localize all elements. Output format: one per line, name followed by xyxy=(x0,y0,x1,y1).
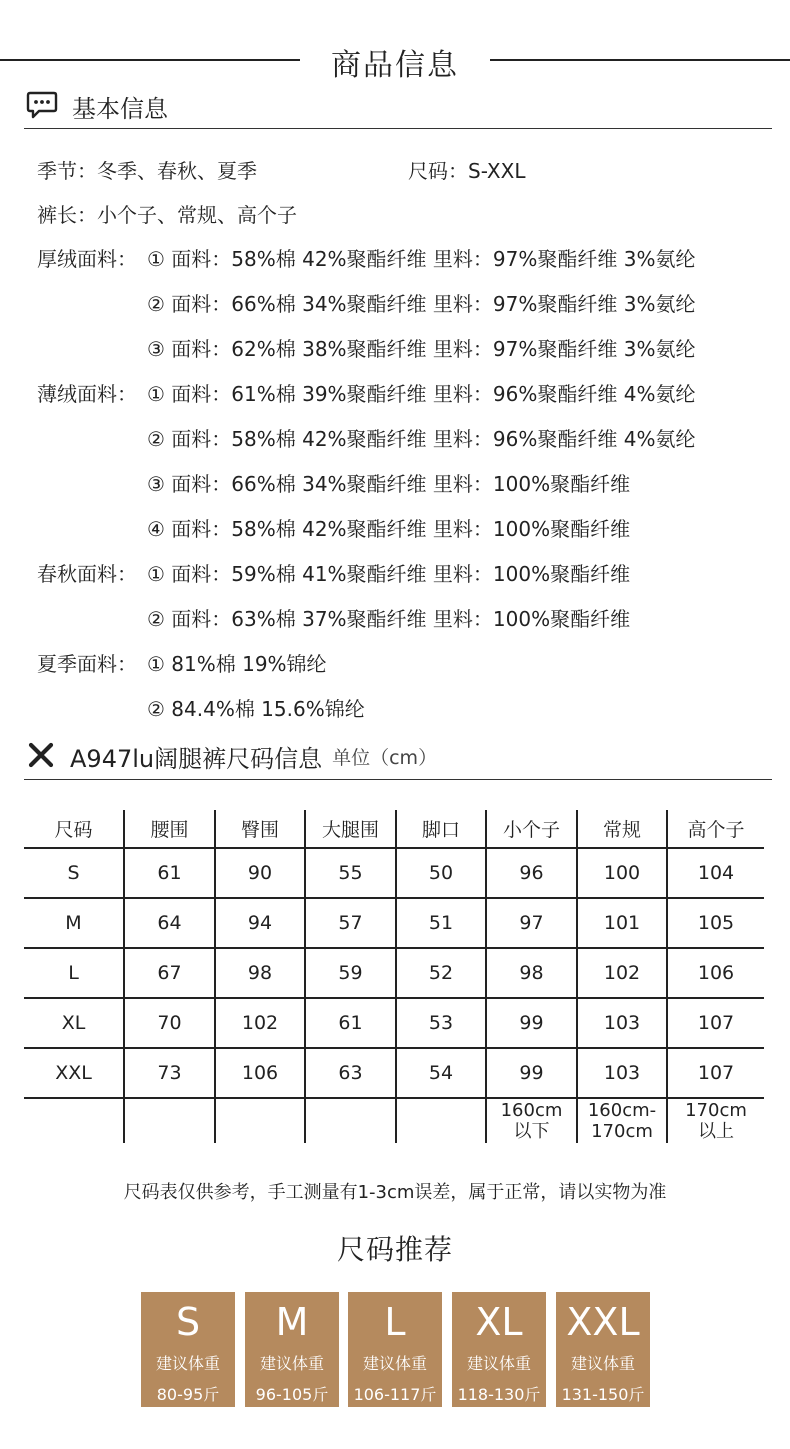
fabric-line: ③ 面料：66%棉 34%聚酯纤维 里料：100%聚酯纤维 xyxy=(147,472,631,496)
table-cell: 105 xyxy=(667,898,764,948)
table-header-cell: 大腿围 xyxy=(305,810,396,848)
table-header-row xyxy=(24,810,764,848)
table-cell: 101 xyxy=(577,898,667,948)
height-range-line1: 170cm xyxy=(685,1100,747,1121)
card-size: S xyxy=(175,1300,201,1344)
table-cell: 52 xyxy=(396,948,486,998)
size-info-header xyxy=(26,739,437,774)
size-info-title: A947lu阔腿裤尺码信息 xyxy=(70,745,323,773)
chat-dots-icon xyxy=(26,90,58,124)
fabric-line: ④ 面料：58%棉 42%聚酯纤维 里料：100%聚酯纤维 xyxy=(147,517,631,541)
table-row xyxy=(24,948,764,998)
table-cell: XL xyxy=(24,998,124,1048)
page-title: 商品信息 xyxy=(331,48,459,83)
table-cell: 73 xyxy=(124,1048,215,1098)
size-info-unit: 单位（cm） xyxy=(332,747,438,769)
table-cell xyxy=(215,1098,305,1143)
table-cell: 61 xyxy=(124,848,215,898)
height-range-cell xyxy=(577,1098,667,1143)
table-cell: 107 xyxy=(667,1048,764,1098)
card-size: L xyxy=(384,1300,406,1344)
basic-info-title: 基本信息 xyxy=(72,95,168,123)
table-cell: 90 xyxy=(215,848,305,898)
season-line xyxy=(37,155,257,184)
size-card-m xyxy=(245,1292,339,1407)
table-cell: M xyxy=(24,898,124,948)
fabric-label: 夏季面料： xyxy=(37,652,137,676)
table-cell: 103 xyxy=(577,998,667,1048)
table-cell: 55 xyxy=(305,848,396,898)
length-value: 小个子、常规、高个子 xyxy=(97,203,297,227)
table-cell: 70 xyxy=(124,998,215,1048)
table-header-cell: 小个子 xyxy=(486,810,577,848)
measurement-note: 尺码表仅供参考，手工测量有1-3cm误差，属于正常，请以实物为准 xyxy=(123,1182,667,1203)
table-cell: 59 xyxy=(305,948,396,998)
fabric-line: ① 面料：61%棉 39%聚酯纤维 里料：96%聚酯纤维 4%氨纶 xyxy=(147,382,696,406)
height-range-line2: 170cm xyxy=(591,1121,653,1142)
table-cell xyxy=(305,1098,396,1143)
size-card-s xyxy=(141,1292,235,1407)
size-table xyxy=(24,810,764,1143)
height-range-line1: 160cm- xyxy=(587,1100,657,1121)
table-cell: 99 xyxy=(486,1048,577,1098)
card-weight-range: 96-105斤 xyxy=(255,1385,329,1404)
size-range-line xyxy=(408,155,525,184)
table-footer-row xyxy=(24,1098,764,1143)
card-weight-range: 106-117斤 xyxy=(353,1385,437,1404)
table-cell: S xyxy=(24,848,124,898)
season-value: 冬季、春秋、夏季 xyxy=(97,159,257,183)
card-weight-range: 131-150斤 xyxy=(561,1385,645,1404)
table-cell: L xyxy=(24,948,124,998)
table-cell: 106 xyxy=(215,1048,305,1098)
fabric-label: 薄绒面料： xyxy=(37,382,137,406)
fabric-line: ② 面料：66%棉 34%聚酯纤维 里料：97%聚酯纤维 3%氨纶 xyxy=(147,292,696,316)
table-cell xyxy=(396,1098,486,1143)
table-cell: 106 xyxy=(667,948,764,998)
table-cell: 98 xyxy=(486,948,577,998)
fabric-line: ① 面料：59%棉 41%聚酯纤维 里料：100%聚酯纤维 xyxy=(147,562,631,586)
fabric-line: ③ 面料：62%棉 38%聚酯纤维 里料：97%聚酯纤维 3%氨纶 xyxy=(147,337,696,361)
table-cell: 53 xyxy=(396,998,486,1048)
size-card-xl xyxy=(452,1292,546,1407)
table-cell xyxy=(124,1098,215,1143)
card-weight-range: 80-95斤 xyxy=(156,1385,220,1404)
table-row xyxy=(24,898,764,948)
height-range-cell xyxy=(667,1098,764,1143)
table-header-cell: 常规 xyxy=(577,810,667,848)
size-card-xxl xyxy=(556,1292,650,1407)
size-range-value: S-XXL xyxy=(468,159,526,183)
table-cell: 50 xyxy=(396,848,486,898)
table-header-cell: 臀围 xyxy=(215,810,305,848)
table-cell: 63 xyxy=(305,1048,396,1098)
fabric-label: 春秋面料： xyxy=(37,562,137,586)
table-row xyxy=(24,998,764,1048)
table-cell: 102 xyxy=(577,948,667,998)
table-cell: 67 xyxy=(124,948,215,998)
season-label: 季节： xyxy=(37,159,97,183)
table-cell: 98 xyxy=(215,948,305,998)
table-cell: XXL xyxy=(24,1048,124,1098)
table-header-cell: 脚口 xyxy=(396,810,486,848)
table-row xyxy=(24,1048,764,1098)
card-size: XXL xyxy=(566,1300,640,1344)
basic-info-header xyxy=(26,89,168,124)
fabric-line: ① 面料：58%棉 42%聚酯纤维 里料：97%聚酯纤维 3%氨纶 xyxy=(147,247,696,271)
table-cell: 103 xyxy=(577,1048,667,1098)
table-cell: 97 xyxy=(486,898,577,948)
table-cell: 57 xyxy=(305,898,396,948)
table-cell: 54 xyxy=(396,1048,486,1098)
table-cell: 99 xyxy=(486,998,577,1048)
fabric-line: ② 面料：58%棉 42%聚酯纤维 里料：96%聚酯纤维 4%氨纶 xyxy=(147,427,696,451)
fabric-line: ① 81%棉 19%锦纶 xyxy=(147,652,327,676)
table-cell xyxy=(24,1098,124,1143)
table-cell: 61 xyxy=(305,998,396,1048)
length-label: 裤长： xyxy=(37,203,97,227)
table-cell: 107 xyxy=(667,998,764,1048)
table-cell: 64 xyxy=(124,898,215,948)
table-cell: 51 xyxy=(396,898,486,948)
height-range-line1: 160cm xyxy=(500,1100,563,1121)
table-header-cell: 高个子 xyxy=(667,810,764,848)
card-weight-label: 建议体重 xyxy=(155,1354,220,1373)
card-weight-range: 118-130斤 xyxy=(457,1385,541,1404)
table-cell: 102 xyxy=(215,998,305,1048)
table-cell: 94 xyxy=(215,898,305,948)
table-cell: 96 xyxy=(486,848,577,898)
card-size: XL xyxy=(475,1300,523,1344)
fabric-line: ② 面料：63%棉 37%聚酯纤维 里料：100%聚酯纤维 xyxy=(147,607,631,631)
height-range-line2: 以上 xyxy=(698,1121,734,1142)
table-row xyxy=(24,848,764,898)
fabric-line: ② 84.4%棉 15.6%锦纶 xyxy=(147,697,365,721)
length-line xyxy=(37,199,297,228)
table-cell: 100 xyxy=(577,848,667,898)
size-range-label: 尺码： xyxy=(408,159,468,183)
card-size: M xyxy=(275,1300,309,1344)
basic-info-rule xyxy=(24,128,772,129)
card-weight-label: 建议体重 xyxy=(259,1354,324,1373)
table-cell: 104 xyxy=(667,848,764,898)
height-range-line2: 以下 xyxy=(513,1121,550,1142)
fabric-label: 厚绒面料： xyxy=(37,247,137,271)
card-weight-label: 建议体重 xyxy=(570,1354,635,1373)
table-header-cell: 腰围 xyxy=(124,810,215,848)
height-range-cell xyxy=(486,1098,577,1143)
card-weight-label: 建议体重 xyxy=(466,1354,531,1373)
cross-icon xyxy=(26,740,56,774)
card-weight-label: 建议体重 xyxy=(362,1354,427,1373)
size-info-rule xyxy=(24,779,772,780)
size-card-l xyxy=(348,1292,442,1407)
recommend-title: 尺码推荐 xyxy=(336,1233,453,1266)
table-header-cell: 尺码 xyxy=(24,810,124,848)
